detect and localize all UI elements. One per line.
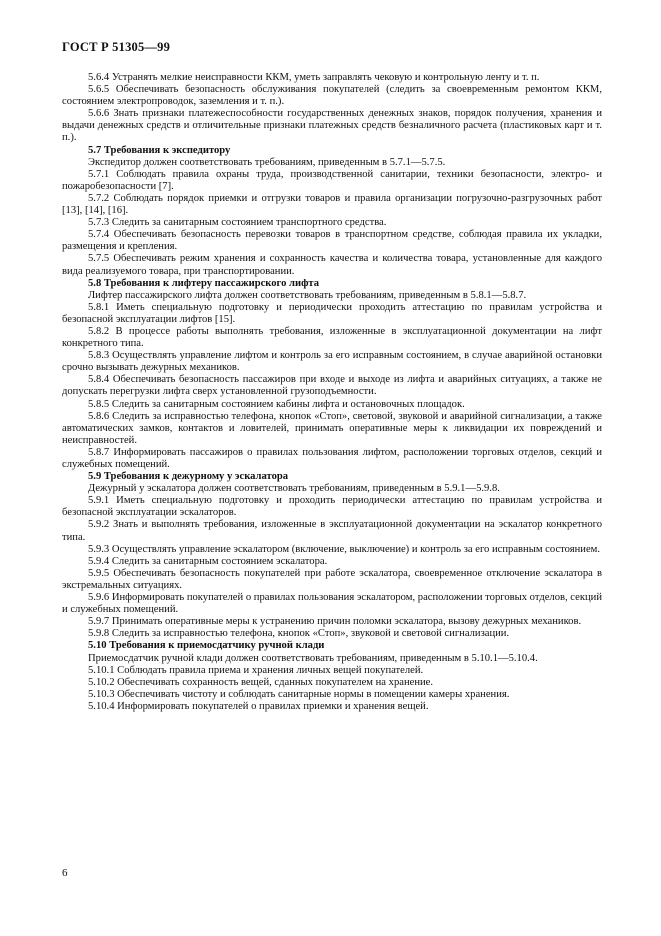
paragraph-5-10-1: 5.10.1 Соблюдать правила приема и хранения личных вещей покупателей. [88,664,424,676]
paragraph-5-6-5: 5.6.5 Обеспечивать безопасность обслуживания покупателей (следить за своевременным ремонтом ККМ, состоянием электропроводок, заземления и т. п.). [62,84,602,108]
paragraph-5-8-1: 5.8.1 Иметь специальную подготовку и периодически проходить аттестацию по правилам устройства и безопасной эксплуатации лифтов [15]. [62,301,602,325]
paragraph-5-7-1: 5.7.1 Соблюдать правила охраны труда, производственной санитарии, техники безопасности, электро- и пожаробезопасности [7]. [62,168,602,192]
section-heading-5-9: 5.9 Требования к дежурному у эскалатора [88,471,289,483]
paragraph-5-10-4: 5.10.4 Информировать покупателей о правилах приемки и хранения вещей. [88,700,429,712]
paragraph-5-8-5: 5.8.5 Следить за санитарным состоянием кабины лифта и остановочных площадок. [88,398,465,410]
paragraph-5-9-1: 5.9.1 Иметь специальную подготовку и проходить периодически аттестацию по правилам устройства и безопасной эксплуатации эскалаторов. [62,495,602,519]
paragraph-5-7-2: 5.7.2 Соблюдать порядок приемки и отгрузки товаров и правила организации погрузочно-разгрузочных работ [13], [14], [16]. [62,192,602,217]
paragraph-5-10-3: 5.10.3 Обеспечивать чистоту и соблюдать санитарные нормы в помещении камеры хранения. [88,688,510,700]
paragraph-5-8-6: 5.8.6 Следить за исправностью телефона, кнопок «Стоп», световой, звуковой и аварийной сигнализации, а также автоматических замков, контактов и ловителей, принимать оперативные меры к ликвидации их повреждений и неисправностей. [62,410,602,446]
paragraph-5-8-7: 5.8.7 Информировать пассажиров о правилах пользования лифтом, расположении торговых отделов, секций и служебных помещений. [62,446,602,470]
page-number: 6 [62,867,68,879]
paragraph-5-9-5: 5.9.5 Обеспечивать безопасность покупателей при работе эскалатора, своевременное отключение эскалатора в экстремальных ситуациях. [62,567,602,591]
paragraph-5-8-intro: Лифтер пассажирского лифта должен соответствовать требованиям, приведенным в 5.8.1—5.8.7. [88,289,527,301]
document-header: ГОСТ Р 51305—99 [62,40,171,54]
section-heading-5-8: 5.8 Требования к лифтеру пассажирского лифта [88,277,320,289]
paragraph-5-7-5: 5.7.5 Обеспечивать режим хранения и сохранность качества и количества товара, установленные для каждого вида реализуемого товара, при транспортировании. [62,253,602,277]
paragraph-5-8-4: 5.8.4 Обеспечивать безопасность пассажиров при входе и выходе из лифта и аварийных ситуациях, а также не допускать перегрузки лифта сверх установленной грузоподъемности. [62,374,602,398]
paragraph-5-6-4: 5.6.4 Устранять мелкие неисправности ККМ, уметь заправлять чековую и контрольную ленту и т. п. [88,72,540,83]
paragraph-5-8-3: 5.8.3 Осуществлять управление лифтом и контроль за его исправным состоянием, в случае аварийной остановки срочно вызывать дежурных механиков. [62,350,602,374]
paragraph-5-9-7: 5.9.7 Принимать оперативные меры к устранению причин поломки эскалатора, вызову дежурных механиков. [88,616,582,628]
paragraph-5-7-4: 5.7.4 Обеспечивать безопасность перевозки товаров в транспортном средстве, соблюдая правила их укладки, размещения и крепления. [62,229,602,253]
paragraph-5-9-3: 5.9.3 Осуществлять управление эскалатором (включение, выключение) и контроль за его исправным состоянием. [88,543,600,555]
paragraph-5-9-intro: Дежурный у эскалатора должен соответствовать требованиям, приведенным в 5.9.1—5.9.8. [88,483,500,495]
paragraph-5-9-8: 5.9.8 Следить за исправностью телефона, кнопок «Стоп», звуковой и световой сигнализации. [88,628,510,640]
paragraph-5-9-2: 5.9.2 Знать и выполнять требования, изложенные в эксплуатационной документации на эскалатор конкретного типа. [62,519,602,543]
section-heading-5-10: 5.10 Требования к приемосдатчику ручной клади [88,640,325,652]
paragraph-5-8-2: 5.8.2 В процессе работы выполнять требования, изложенные в эксплуатационной документации на лифт конкретного типа. [62,325,602,350]
paragraph-5-9-6: 5.9.6 Информировать покупателей о правилах пользования эскалатором, расположении торговых отделов, секций и служебных помещений. [62,592,602,616]
paragraph-5-7-intro: Экспедитор должен соответствовать требованиям, приведенным в 5.7.1—5.7.5. [88,156,446,168]
paragraph-5-7-3: 5.7.3 Следить за санитарным состоянием транспортного средства. [88,217,387,229]
document-body [62,72,602,713]
paragraph-5-10-2: 5.10.2 Обеспечивать сохранность вещей, сданных покупателем на хранение. [88,676,434,688]
paragraph-5-10-intro: Приемосдатчик ручной клади должен соответствовать требованиям, приведенным в 5.10.1—5.10.4. [88,652,538,664]
paragraph-5-9-4: 5.9.4 Следить за санитарным состоянием эскалатора. [88,555,328,567]
section-heading-5-7: 5.7 Требования к экспедитору [88,144,231,156]
paragraph-5-6-6: 5.6.6 Знать признаки платежеспособности государственных денежных знаков, порядок получения, хранения и выдачи денежных средств и отличительные признаки платежных средств безналичного расчета (пластиковых карт и т. п.). [62,108,602,144]
